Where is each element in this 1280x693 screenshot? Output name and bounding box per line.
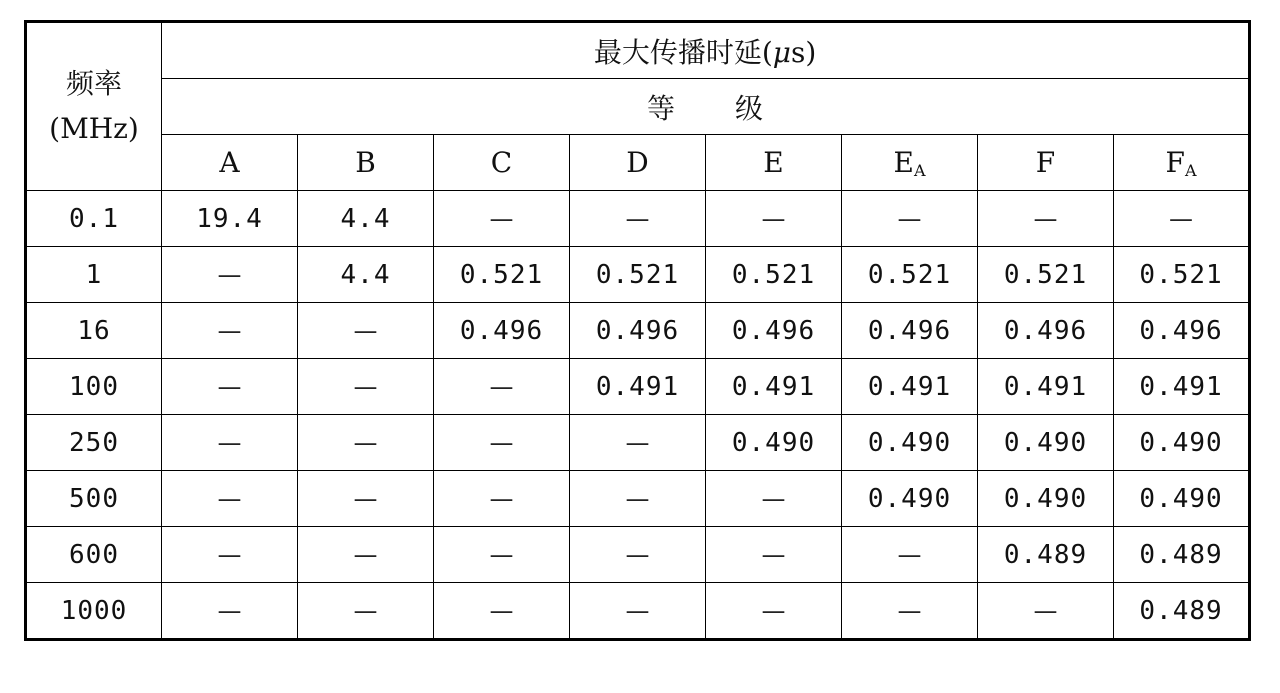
delay-value-cell: — xyxy=(570,415,706,471)
delay-value-cell: — xyxy=(162,471,298,527)
delay-value-cell: — xyxy=(162,303,298,359)
grade-column-header xyxy=(1114,135,1250,191)
delay-value-cell: 0.489 xyxy=(1114,583,1250,640)
frequency-header-unit: (MHz) xyxy=(49,111,139,145)
delay-value-cell: — xyxy=(434,191,570,247)
delay-value-cell: — xyxy=(570,527,706,583)
frequency-cell: 600 xyxy=(26,527,162,583)
delay-value-cell: 0.496 xyxy=(1114,303,1250,359)
table-row xyxy=(26,191,1250,247)
delay-value-cell: 0.491 xyxy=(978,359,1114,415)
delay-value-cell: — xyxy=(298,303,434,359)
grade-column-header xyxy=(162,135,298,191)
delay-value-cell: — xyxy=(570,583,706,640)
delay-value-cell: 0.490 xyxy=(978,415,1114,471)
frequency-cell: 100 xyxy=(26,359,162,415)
frequency-cell: 1000 xyxy=(26,583,162,640)
delay-value-cell: 0.521 xyxy=(842,247,978,303)
table-row xyxy=(26,247,1250,303)
frequency-header xyxy=(26,22,162,191)
grade-column-header xyxy=(570,135,706,191)
delay-value-cell: 0.496 xyxy=(978,303,1114,359)
grade-column-header xyxy=(706,135,842,191)
table-row xyxy=(26,303,1250,359)
propagation-delay-table xyxy=(24,20,1251,641)
delay-value-cell: — xyxy=(298,527,434,583)
grade-column-header xyxy=(842,135,978,191)
grade-column-letter: A xyxy=(219,146,240,179)
delay-value-cell: 0.496 xyxy=(570,303,706,359)
delay-value-cell: 0.496 xyxy=(434,303,570,359)
table-row xyxy=(26,471,1250,527)
delay-value-cell: — xyxy=(706,583,842,640)
grade-header-char-1: 等 xyxy=(647,91,676,125)
grade-column-header xyxy=(978,135,1114,191)
delay-value-cell: 4.4 xyxy=(298,191,434,247)
delay-value-cell: — xyxy=(434,471,570,527)
table-wrapper xyxy=(24,20,1251,641)
grade-column-letter: D xyxy=(626,146,649,179)
grade-header xyxy=(162,79,1250,135)
delay-value-cell: — xyxy=(162,359,298,415)
delay-value-cell: — xyxy=(842,527,978,583)
frequency-cell: 0.1 xyxy=(26,191,162,247)
delay-value-cell: 0.491 xyxy=(842,359,978,415)
table-row xyxy=(26,583,1250,640)
delay-value-cell: 0.521 xyxy=(978,247,1114,303)
grade-header-char-2: 级 xyxy=(735,91,764,125)
table-row xyxy=(26,527,1250,583)
delay-value-cell: — xyxy=(842,583,978,640)
delay-value-cell: 0.521 xyxy=(1114,247,1250,303)
grade-column-letter: B xyxy=(355,146,376,179)
grade-column-letter: F xyxy=(1165,145,1185,179)
delay-value-cell: 0.491 xyxy=(570,359,706,415)
grade-column-header xyxy=(434,135,570,191)
delay-value-cell: 0.490 xyxy=(1114,471,1250,527)
delay-value-cell: — xyxy=(842,191,978,247)
delay-value-cell: — xyxy=(162,583,298,640)
delay-value-cell: — xyxy=(162,247,298,303)
delay-value-cell: 0.496 xyxy=(842,303,978,359)
max-delay-header xyxy=(162,22,1250,79)
grade-column-letter: F xyxy=(1035,146,1056,179)
max-delay-title-unit: s) xyxy=(790,35,817,69)
delay-value-cell: — xyxy=(434,359,570,415)
delay-value-cell: — xyxy=(434,583,570,640)
delay-value-cell: 19.4 xyxy=(162,191,298,247)
delay-value-cell: — xyxy=(298,583,434,640)
delay-value-cell: 0.521 xyxy=(706,247,842,303)
delay-value-cell: 0.521 xyxy=(570,247,706,303)
delay-value-cell: — xyxy=(162,415,298,471)
delay-value-cell: — xyxy=(570,191,706,247)
table-row xyxy=(26,359,1250,415)
delay-value-cell: — xyxy=(706,191,842,247)
grade-column-letter: E xyxy=(893,145,914,179)
delay-value-cell: 0.496 xyxy=(706,303,842,359)
delay-value-cell: — xyxy=(706,471,842,527)
grade-column-header xyxy=(298,135,434,191)
mu-symbol: μ xyxy=(772,35,791,69)
delay-value-cell: — xyxy=(298,471,434,527)
grade-column-subscript: A xyxy=(1184,160,1197,180)
frequency-cell: 16 xyxy=(26,303,162,359)
delay-value-cell: 0.490 xyxy=(706,415,842,471)
grade-column-subscript: A xyxy=(913,160,926,180)
delay-value-cell: — xyxy=(978,583,1114,640)
delay-value-cell: 0.521 xyxy=(434,247,570,303)
delay-value-cell: 0.491 xyxy=(1114,359,1250,415)
frequency-cell: 500 xyxy=(26,471,162,527)
delay-value-cell: 0.489 xyxy=(978,527,1114,583)
delay-value-cell: — xyxy=(298,359,434,415)
delay-value-cell: — xyxy=(706,527,842,583)
delay-value-cell: — xyxy=(434,415,570,471)
delay-value-cell: — xyxy=(1114,191,1250,247)
delay-value-cell: — xyxy=(434,527,570,583)
header-row-grade xyxy=(26,79,1250,135)
delay-value-cell: 0.489 xyxy=(1114,527,1250,583)
grade-column-letter: C xyxy=(490,146,513,179)
frequency-header-label: 频率 xyxy=(65,66,122,100)
delay-value-cell: — xyxy=(298,415,434,471)
table-row xyxy=(26,415,1250,471)
delay-value-cell: 0.490 xyxy=(1114,415,1250,471)
delay-value-cell: 4.4 xyxy=(298,247,434,303)
delay-value-cell: — xyxy=(162,527,298,583)
frequency-cell: 250 xyxy=(26,415,162,471)
frequency-cell: 1 xyxy=(26,247,162,303)
delay-value-cell: 0.490 xyxy=(842,415,978,471)
delay-value-cell: 0.490 xyxy=(842,471,978,527)
max-delay-title-text: 最大传播时延( xyxy=(593,35,773,69)
delay-value-cell: 0.491 xyxy=(706,359,842,415)
header-row-columns xyxy=(26,135,1250,191)
grade-column-letter: E xyxy=(763,146,784,179)
header-row-title xyxy=(26,22,1250,79)
delay-value-cell: — xyxy=(978,191,1114,247)
delay-value-cell: — xyxy=(570,471,706,527)
delay-value-cell: 0.490 xyxy=(978,471,1114,527)
